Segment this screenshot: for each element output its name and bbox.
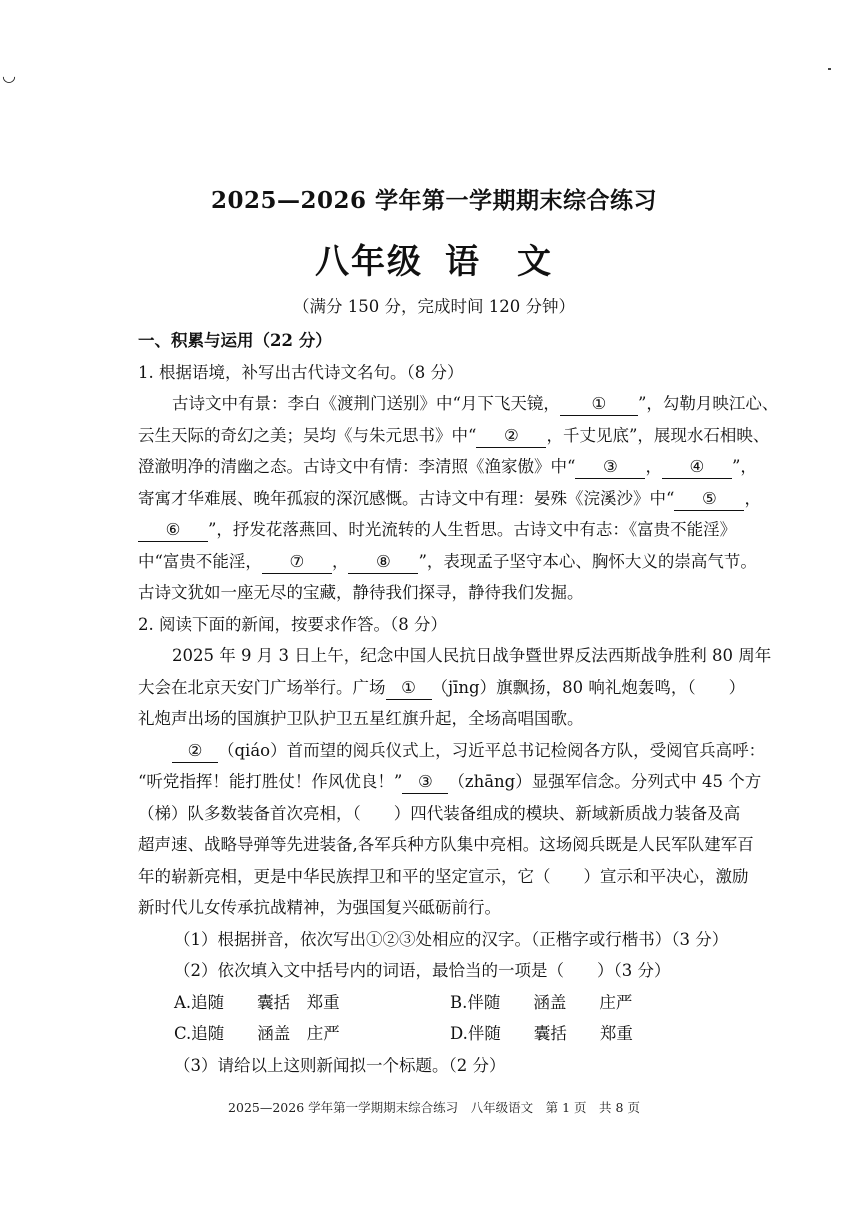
section-heading: 一、积累与运用（22 分） <box>138 331 332 350</box>
news-line-4: ② （qiáo）首而望的阅兵仪式上，习近平总书记检阅各方队，受阅官兵高呼： <box>138 735 818 767</box>
options-row-1 <box>138 987 818 1019</box>
sub-question-1: （1）根据拼音，依次写出①②③处相应的汉字。（正楷字或行楷书）（3 分） <box>174 929 729 949</box>
q1-line-3: 澄澈明净的清幽之态。古诗文中有情：李清照《渔家傲》中“ ③ ， ④ ”， <box>138 451 818 483</box>
blank-3[interactable]: ③ <box>575 456 645 479</box>
grade-label: 八年级 <box>315 242 423 282</box>
q1-line-5: ⑥ ”，抒发花落燕回、时光流转的人生哲思。古诗文中有志：《富贵不能淫》 <box>138 514 818 546</box>
q1-line-6: 中“富贵不能淫， ⑦ ， ⑧ ”，表现孟子坚守本心、胸怀大义的崇高气节。 <box>138 546 818 578</box>
option-b[interactable]: B.伴随 涵盖 庄严 <box>450 992 633 1012</box>
blank-2[interactable]: ② <box>476 425 546 448</box>
page-footer: 2025—2026 学年第一学期期末综合练习 八年级语文 第 1 页 共 8 页 <box>228 1100 640 1115</box>
blank-7[interactable]: ⑦ <box>262 551 332 574</box>
q1-line-2: 云生天际的奇幻之美；吴均《与朱元思书》中“ ② ，千丈见底”，展现水石相映、 <box>138 420 818 452</box>
exam-body <box>138 325 818 1081</box>
news-line-9: 新时代儿女传承抗战精神，为强国复兴砥砺前行。 <box>138 898 501 917</box>
news-line-7: 超声速、战略导弹等先进装备,各军兵种方队集中亮相。这场阅兵既是人民军队建军百 <box>138 835 754 854</box>
blank-5[interactable]: ⑤ <box>674 488 744 511</box>
corner-scan-mark: ◡ <box>2 66 16 85</box>
news-line-8: 年的崭新亮相，更是中华民族捍卫和平的坚定宣示，它（ ）宣示和平决心，激励 <box>138 866 749 886</box>
q1-line-4: 寄寓才华难展、晚年孤寂的深沉感慨。古诗文中有理：晏殊《浣溪沙》中“ ⑤ ， <box>138 483 818 515</box>
news-line-3: 礼炮声出场的国旗护卫队护卫五星红旗升起，全场高唱国歌。 <box>138 709 584 728</box>
option-c[interactable]: C.追随 涵盖 庄严 <box>174 1024 340 1043</box>
sub-question-2: （2）依次填入文中括号内的词语，最恰当的一项是（ ）（3 分） <box>174 961 671 980</box>
score-note: （满分 150 分，完成时间 120 分钟） <box>293 297 575 316</box>
sub-question-3: （3）请给以上这则新闻拟一个标题。（2 分） <box>174 1055 506 1075</box>
news-blank-1[interactable]: ① <box>386 677 432 700</box>
corner-dot <box>828 68 831 70</box>
news-line-6: （梯）队多数装备首次亮相，（ ）四代装备组成的模块、新域新质战力装备及高 <box>138 803 741 823</box>
question-1-prompt: 1. 根据语境，补写出古代诗文名句。（8 分） <box>138 362 464 382</box>
news-line-2: 大会在北京天安门广场举行。广场 ① （jīng）旗飘扬，80 响礼炮轰鸣，（ ） <box>138 672 818 704</box>
blank-4[interactable]: ④ <box>662 456 732 479</box>
news-line-1: 2025 年 9 月 3 日上午，纪念中国人民抗日战争暨世界反法西斯战争胜利 80 周年 <box>172 646 772 665</box>
news-blank-3[interactable]: ③ <box>402 771 448 794</box>
q1-line-7: 古诗文犹如一座无尽的宝藏，静待我们探寻，静待我们发掘。 <box>138 583 584 602</box>
option-d[interactable]: D.伴随 囊括 郑重 <box>450 1024 633 1043</box>
subject-title <box>0 234 868 283</box>
subject-name: 语 文 <box>445 242 553 282</box>
q1-line-1: 古诗文中有景：李白《渡荆门送别》中“月下飞天镜， ① ”，勾勒月映江心、 <box>138 388 818 420</box>
blank-6[interactable]: ⑥ <box>138 519 208 542</box>
blank-8[interactable]: ⑧ <box>348 551 418 574</box>
blank-1[interactable]: ① <box>560 393 638 416</box>
question-2-prompt: 2. 阅读下面的新闻，按要求作答。（8 分） <box>138 614 447 634</box>
news-blank-2[interactable]: ② <box>172 740 218 763</box>
exam-title: 2025—2026 学年第一学期期末综合练习 <box>210 187 658 214</box>
option-a[interactable]: A.追随 囊括 郑重 <box>174 992 340 1012</box>
options-row-2 <box>138 1018 818 1050</box>
news-line-5: “听党指挥！能打胜仗！作风优良！” ③ （zhāng）显强军信念。分列式中 45 个方 <box>138 766 818 798</box>
